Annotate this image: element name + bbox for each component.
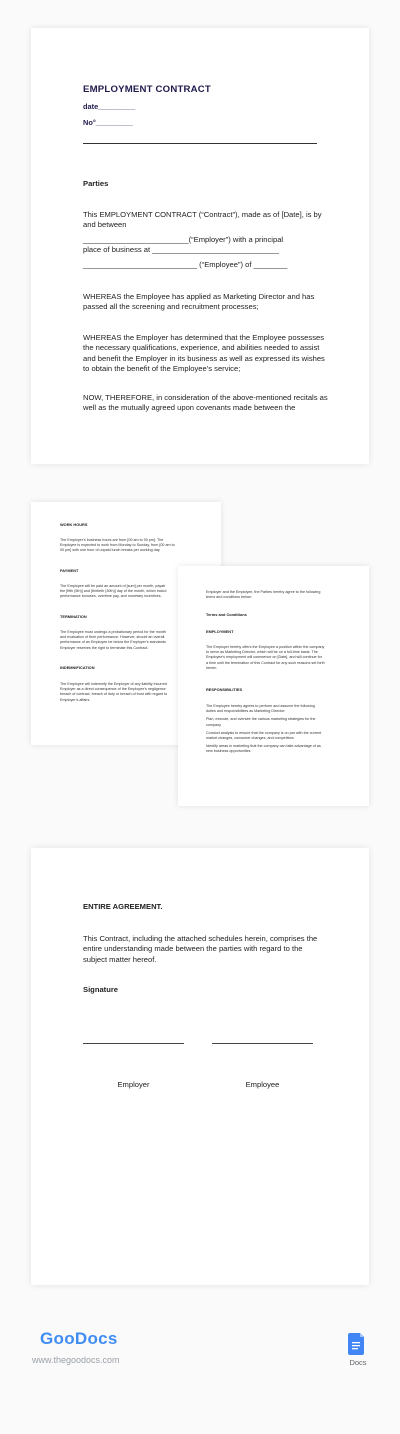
text-line: to obtain the benefit of the Employee’s service; — [83, 364, 241, 374]
entire-agreement-paragraph — [83, 934, 317, 965]
text-line: company — [206, 722, 221, 727]
text-line: _________________________(“Employer”) with a principal — [83, 234, 284, 244]
employment-paragraph — [206, 645, 325, 671]
employment-heading: EMPLOYMENT — [206, 629, 234, 634]
text-line: Employer as a direct consequence of the Employee’s negligence — [60, 687, 166, 692]
goodocs-logo[interactable]: GooDocs — [40, 1329, 118, 1348]
intro-paragraph — [206, 590, 320, 600]
text-line: to serve as Marketing Director, which will be on a full-time basis. The — [206, 650, 318, 655]
document-page-1 — [31, 28, 369, 464]
text-line: This EMPLOYMENT CONTRACT (“Contract”), made as of [Date], is by — [83, 210, 322, 219]
whereas-paragraph-2 — [83, 333, 325, 375]
whereas-paragraph-1 — [83, 292, 314, 313]
text-line: entire understanding made between the parties with regard to the — [83, 944, 303, 954]
text-line: ___________________________ (“Employee”) of ________ — [83, 259, 288, 269]
text-line: The Employer’s business hours are from [00 am to 00 pm]. The — [60, 538, 164, 542]
number-field: No°_________ — [83, 118, 133, 127]
now-therefore-paragraph — [83, 393, 328, 414]
text-line: The Employer hereby offers the Employee a position within the company — [206, 645, 325, 649]
text-line: market changes, consumer changes, and competitors — [206, 736, 294, 741]
parties-heading: Parties — [83, 179, 109, 188]
text-line: the [fifth (5th)] and [thirtieth (30th)] day of the month, which includ — [60, 589, 167, 594]
docs-label: Docs — [349, 1358, 367, 1367]
text-line: breach of contract, breach of duty or breach of trust with regard to — [60, 692, 168, 697]
text-line: Conduct analysis to ensure that the company is on par with the current — [206, 730, 322, 735]
text-line: Employer’s affairs. — [60, 697, 91, 702]
divider-line — [83, 143, 317, 144]
text-line: The Employee will indemnify the Employer of any liability incurred — [60, 682, 167, 686]
entire-agreement-heading: ENTIRE AGREEMENT. — [83, 902, 163, 911]
signature-heading: Signature — [83, 985, 119, 994]
parties-paragraph — [83, 210, 322, 270]
text-line: The Employee will be paid an amount of [sum] per month, payab — [60, 584, 166, 588]
google-docs-icon[interactable] — [347, 1333, 367, 1355]
text-line: terms and conditions below: — [206, 595, 252, 600]
payment-heading: PAYMENT — [60, 568, 79, 573]
document-title: EMPLOYMENT CONTRACT — [83, 84, 211, 95]
text-line: place of business at ______________________________ — [83, 245, 279, 255]
payment-paragraph — [60, 584, 166, 600]
text-line: WHEREAS the Employer has determined that the Employee possesses — [83, 333, 325, 342]
text-line: and evaluation of their performance. However, should an overall — [60, 635, 165, 640]
date-field: date_________ — [83, 102, 136, 111]
website-url[interactable]: www.thegoodocs.com — [32, 1355, 120, 1365]
text-line: Identify areas in marketing that the company can take advantage of as — [206, 744, 321, 749]
text-line: 00 pm] with one hour of unpaid lunch breaks per working day. — [60, 548, 161, 553]
text-line: Employee’s employment will commence on [Date], and will continue for — [206, 655, 322, 660]
text-line: performance of an Employee be below the Employer’s standards — [60, 640, 166, 645]
text-line: new business opportunities — [206, 749, 251, 754]
text-line: well as the mutually agreed upon covenants made between the — [83, 403, 296, 413]
text-line: The Employee hereby agrees to perform and assume the following — [206, 704, 315, 708]
terms-heading: Terms and Conditions — [206, 612, 247, 617]
text-line: Employer and the Employee, the Parties hereby agree to the following — [206, 590, 321, 594]
indemnification-heading: INDEMNIFICATION — [60, 665, 95, 670]
text-line: subject matter hereof. — [83, 954, 157, 964]
document-page-2-right — [178, 566, 369, 806]
text-line: Plan, execute, and oversee the various marketing strategies for the — [206, 717, 316, 722]
termination-paragraph — [60, 630, 166, 651]
employee-signature-line — [212, 1043, 313, 1044]
text-line: the necessary qualifications, experience, and abilities needed to assist — [83, 343, 320, 353]
text-line: passed all the screening and recruitment processes; — [83, 302, 259, 312]
responsibilities-paragraph — [206, 704, 321, 755]
work-hours-heading: WORK HOURS — [60, 522, 88, 527]
document-page-3 — [31, 848, 369, 1285]
text-line: Employee is expected to work from Monday to Sunday, from [00 am to — [60, 543, 175, 548]
employee-label: Employee — [245, 1080, 280, 1089]
text-line: performance bonuses, overtime pay, and monetary incentives. — [60, 594, 162, 599]
employer-signature-line — [83, 1043, 184, 1044]
text-line: Employer reserves the right to terminate this Contract. — [60, 645, 149, 650]
text-line: WHEREAS the Employee has applied as Marketing Director and has — [83, 292, 315, 301]
indemnification-paragraph — [60, 682, 167, 703]
work-hours-paragraph — [60, 538, 175, 554]
text-line: duties and responsibilities as Marketing Director: — [206, 709, 286, 714]
text-line: and benefit the Employer in its business as well as expressed its wishes — [83, 353, 325, 363]
text-line: and between — [83, 220, 127, 230]
employer-label: Employer — [117, 1080, 150, 1089]
text-line: herein. — [206, 665, 218, 670]
termination-heading: TERMINATION — [60, 614, 87, 619]
text-line: a time until the termination of this Contract for any such reasons set forth — [206, 660, 325, 665]
responsibilities-heading: RESPONSIBILITIES — [206, 687, 243, 692]
text-line: The Employee must undergo a probationary period for the month — [60, 630, 166, 634]
text-line: This Contract, including the attached schedules herein, comprises the — [83, 934, 318, 943]
text-line: NOW, THEREFORE, in consideration of the above-mentioned recitals as — [83, 393, 328, 402]
